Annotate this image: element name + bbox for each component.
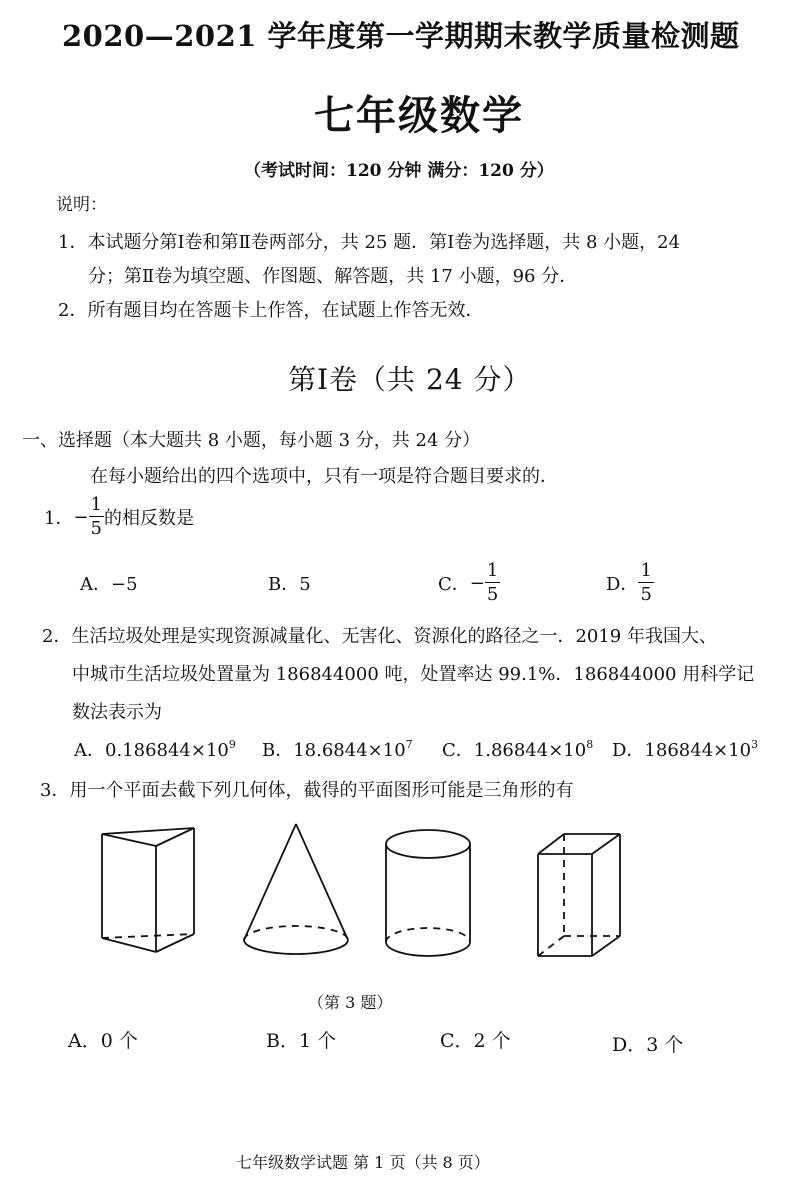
q2-option-c: [442, 736, 593, 762]
q1-option-c-denominator: 5: [486, 584, 499, 605]
q2-option-a-exponent: 9: [228, 738, 236, 751]
q2-line-2: 中城市生活垃圾处置量为 186844000 吨，处置率达 99.1%．186844000 用科学记: [72, 664, 755, 685]
exam-title: 2020—2021 学年度第一学期期末教学质量检测题: [62, 19, 740, 53]
q1-option-a: A．−5: [80, 574, 138, 595]
q2-option-c-exponent: 8: [586, 738, 594, 751]
instruction-item-1: 1．本试题分第Ⅰ卷和第Ⅱ卷两部分，共 25 题．第Ⅰ卷为选择题，共 8 小题，24: [58, 232, 681, 253]
q2-option-a-text: A．0.186844×10: [74, 740, 229, 761]
q2-option-a: [74, 736, 236, 762]
q2-line-1: 2．生活垃圾处理是实现资源减量化、无害化、资源化的路径之一．2019 年我国大、: [42, 626, 717, 647]
q3-option-a: A．0 个: [68, 1030, 138, 1052]
q2-option-d-exponent: 3: [751, 738, 759, 751]
q1-fraction: [89, 496, 104, 538]
cylinder-figure: [380, 824, 480, 974]
q3-option-b: B．1 个: [266, 1030, 337, 1052]
q2-option-d: [612, 736, 758, 762]
q2-option-d-text: D．186844×10: [612, 740, 752, 761]
section1-heading: 一、选择题（本大题共 8 小题，每小题 3 分，共 24 分）: [22, 430, 481, 451]
q2-line-3: 数法表示为: [72, 702, 162, 723]
q2-option-b-text: B．18.6844×10: [262, 740, 406, 761]
q3-option-d: D．3 个: [612, 1034, 684, 1056]
q1-option-b: B．5: [268, 574, 311, 595]
q1-option-c-label: C．: [438, 574, 470, 595]
part1-title: 第Ⅰ卷（共 24 分）: [288, 363, 532, 396]
page-footer: 七年级数学试题 第 1 页（共 8 页）: [236, 1153, 490, 1172]
subject-title: 七年级数学: [314, 92, 524, 139]
cone-figure: [236, 818, 356, 968]
q1-number: 1．: [44, 508, 74, 529]
q1-option-c: [438, 562, 500, 604]
q2-option-c-text: C．1.86844×10: [442, 740, 587, 761]
rectangular-prism-figure: [532, 824, 632, 974]
q1-option-d: [606, 562, 654, 604]
q1-option-d-fraction: [638, 562, 653, 604]
q3-caption: （第 3 题）: [308, 993, 393, 1012]
q1-minus: −: [73, 506, 89, 528]
q1-text: 的相反数是: [104, 508, 194, 529]
q1-fraction-denominator: 5: [90, 518, 102, 539]
q1-option-d-numerator: 1: [640, 560, 652, 581]
q3-option-c: C．2 个: [440, 1030, 511, 1052]
triangular-prism-figure: [96, 822, 206, 972]
q1-option-d-denominator: 5: [640, 584, 652, 605]
question-1: [44, 496, 194, 538]
instruction-item-2: 2．所有题目均在答题卡上作答，在试题上作答无效．: [58, 300, 484, 321]
q1-option-c-numerator: 1: [486, 560, 499, 581]
q3-text: 3．用一个平面去截下列几何体，截得的平面图形可能是三角形的有: [40, 780, 574, 801]
exam-info: （考试时间：120 分钟 满分：120 分）: [244, 161, 554, 181]
instructions-heading: 说明：: [56, 195, 107, 215]
q1-option-c-minus: −: [469, 572, 485, 594]
q1-fraction-numerator: 1: [90, 494, 102, 515]
q1-option-d-label: D．: [606, 574, 639, 595]
q1-option-c-fraction: [485, 562, 500, 604]
section1-note: 在每小题给出的四个选项中，只有一项是符合题目要求的．: [90, 466, 558, 487]
q2-option-b: [262, 736, 413, 762]
q2-option-b-exponent: 7: [405, 738, 413, 751]
instruction-item-1-continued: 分；第Ⅱ卷为填空题、作图题、解答题，共 17 小题，96 分．: [88, 266, 578, 287]
